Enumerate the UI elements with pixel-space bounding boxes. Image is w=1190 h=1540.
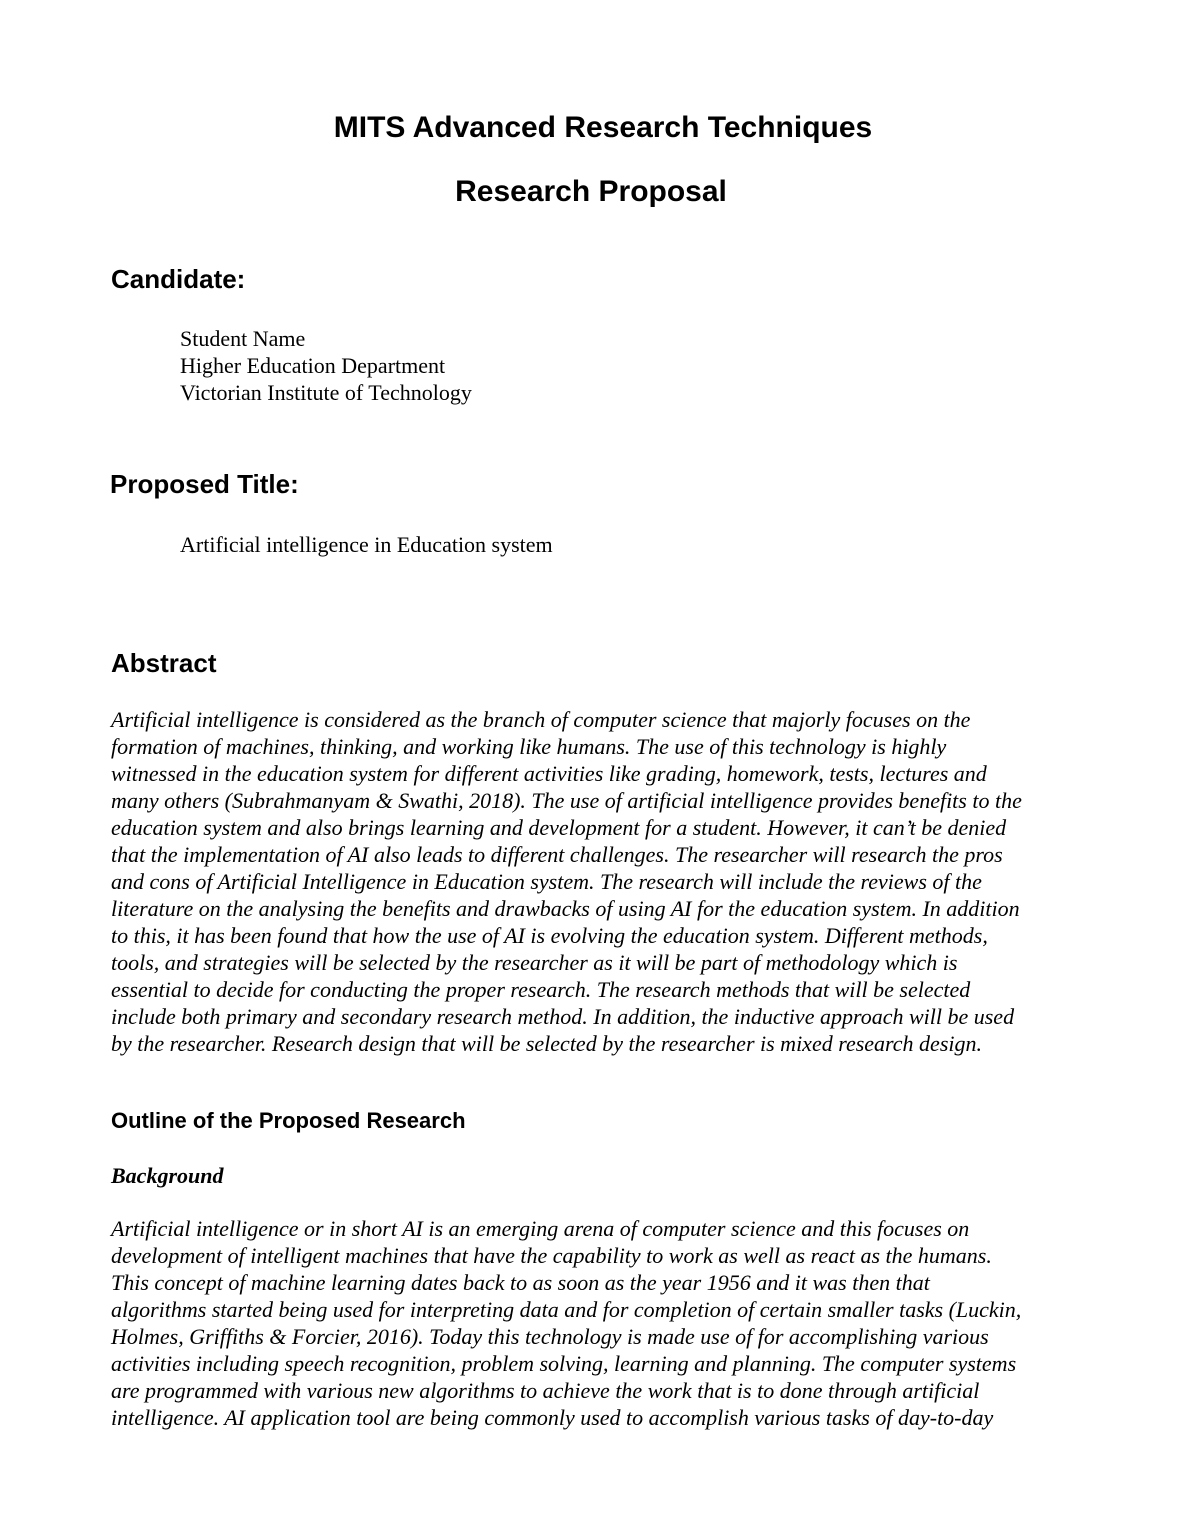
abstract-line: that the implementation of AI also leads to different challenges. The researcher will research the pros [111, 842, 1003, 867]
document-subtitle: Research Proposal [455, 175, 727, 208]
background-line: This concept of machine learning dates back to as soon as the year 1956 and it was then that [111, 1270, 930, 1295]
abstract-line: Artificial intelligence is considered as the branch of computer science that majorly focuses on the [111, 707, 971, 732]
abstract-line: include both primary and secondary research method. In addition, the inductive approach will be used [111, 1004, 1015, 1029]
candidate-department: Higher Education Department [180, 353, 446, 378]
background-line: Holmes, Griffiths & Forcier, 2016). Today this technology is made use of for accomplishing various [111, 1324, 989, 1349]
background-paragraph [111, 1215, 1081, 1431]
abstract-line: witnessed in the education system for different activities like grading, homework, tests, lectures and [111, 761, 987, 786]
outline-heading: Outline of the Proposed Research [111, 1108, 466, 1133]
abstract-line: many others (Subrahmanyam & Swathi, 2018). The use of artificial intelligence provides benefits to the [111, 788, 1022, 813]
abstract-line: literature on the analysing the benefits and drawbacks of using AI for the education system. In addition [111, 896, 1020, 921]
candidate-institution: Victorian Institute of Technology [180, 380, 472, 405]
document-title: MITS Advanced Research Techniques [333, 111, 873, 144]
background-line: are programmed with various new algorithms to achieve the work that is to done through artificial [111, 1378, 980, 1403]
background-line: activities including speech recognition, problem solving, learning and planning. The computer systems [111, 1351, 1017, 1376]
abstract-line: education system and also brings learning and development for a student. However, it can’t be denied [111, 815, 1007, 840]
proposed-title-heading: Proposed Title: [110, 469, 299, 499]
abstract-line: and cons of Artificial Intelligence in Education system. The research will include the reviews of the [111, 869, 982, 894]
abstract-heading: Abstract [111, 648, 217, 678]
candidate-name: Student Name [180, 326, 306, 351]
abstract-line: to this, it has been found that how the use of AI is evolving the education system. Different methods, [111, 923, 988, 948]
abstract-line: essential to decide for conducting the proper research. The research methods that will be selected [111, 977, 971, 1002]
abstract-line: formation of machines, thinking, and working like humans. The use of this technology is highly [111, 734, 947, 759]
abstract-line: by the researcher. Research design that will be selected by the researcher is mixed research design. [111, 1031, 982, 1056]
background-line: development of intelligent machines that have the capability to work as well as react as the humans. [111, 1243, 992, 1268]
background-heading: Background [111, 1163, 224, 1188]
abstract-line: tools, and strategies will be selected by the researcher as it will be part of methodology which is [111, 950, 958, 975]
background-line: algorithms started being used for interpreting data and for completion of certain smaller tasks (Luckin, [111, 1297, 1022, 1322]
candidate-heading: Candidate: [111, 264, 246, 294]
abstract-paragraph [111, 706, 1081, 1057]
candidate-details [180, 325, 472, 406]
proposed-title-text: Artificial intelligence in Education system [180, 532, 553, 557]
background-line: Artificial intelligence or in short AI is an emerging arena of computer science and this focuses on [111, 1216, 970, 1241]
background-line: intelligence. AI application tool are being commonly used to accomplish various tasks of day-to-day [111, 1405, 994, 1430]
